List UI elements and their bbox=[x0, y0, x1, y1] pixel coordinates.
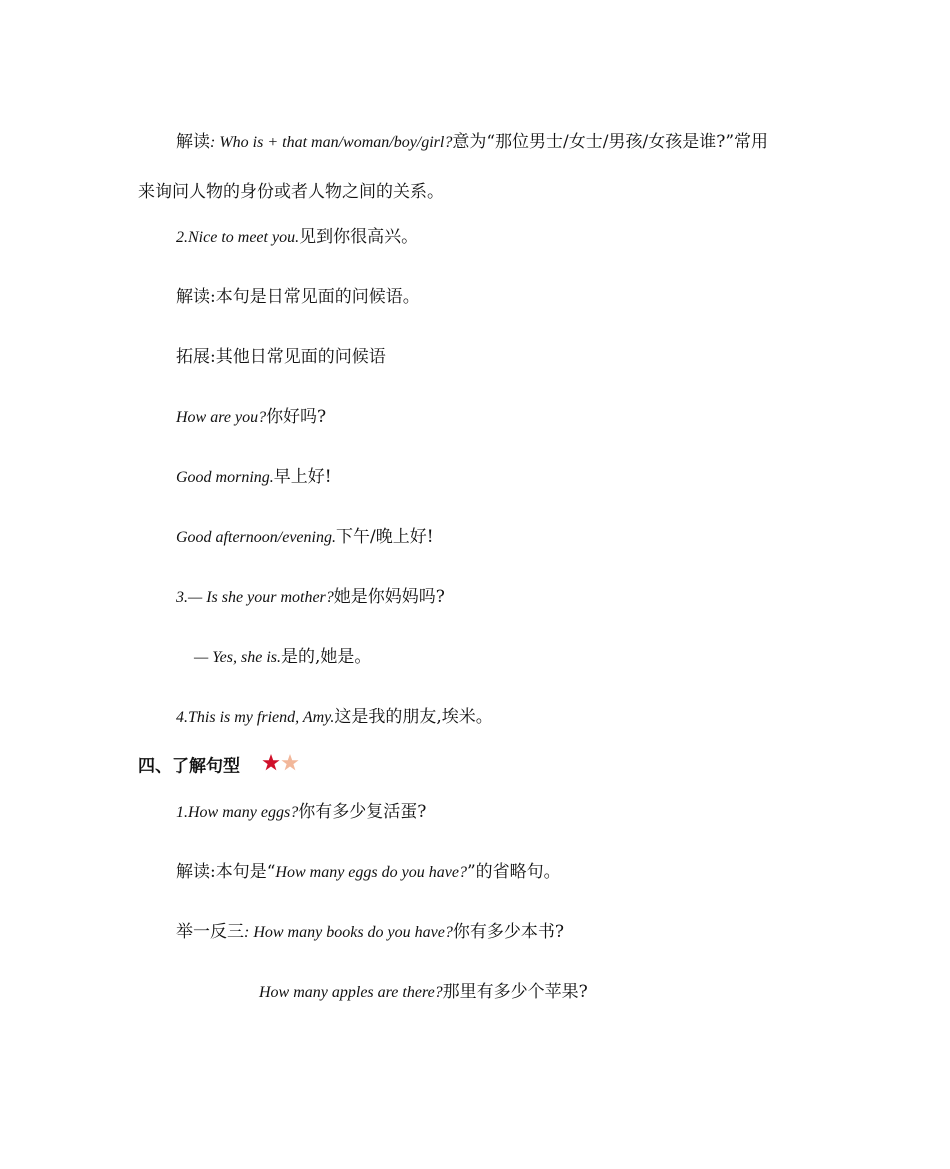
english-text: : How many books do you have? bbox=[244, 924, 453, 941]
pattern-1 bbox=[176, 800, 426, 825]
pattern-1-example-2 bbox=[259, 980, 588, 1005]
english-text: How many eggs do you have? bbox=[275, 864, 467, 881]
english-text: 4.This is my friend, Amy. bbox=[176, 709, 335, 726]
english-text: : Who is + that man/woman/boy/girl? bbox=[210, 134, 453, 151]
english-text: Good morning. bbox=[176, 469, 274, 486]
sentence-3 bbox=[176, 585, 445, 610]
chinese-text: 是的,她是。 bbox=[280, 647, 372, 667]
chinese-text: 她是你妈妈吗? bbox=[333, 587, 445, 607]
greeting-1 bbox=[176, 405, 326, 430]
greeting-3 bbox=[176, 525, 434, 550]
sentence-2-note bbox=[176, 285, 420, 309]
english-text: — Yes, she is. bbox=[194, 649, 281, 666]
chinese-text: 这是我的朋友,埃米。 bbox=[334, 707, 493, 727]
section-title: 四、了解句型 bbox=[138, 756, 240, 777]
para-who-is bbox=[176, 130, 768, 155]
chinese-text: 你有多少复活蛋? bbox=[298, 802, 427, 822]
para-who-is-continued bbox=[138, 180, 444, 204]
difficulty-stars bbox=[262, 753, 302, 780]
sentence-2 bbox=[176, 225, 418, 250]
chinese-text: 解读:本句是日常见面的问候语。 bbox=[176, 287, 420, 307]
pattern-1-example-1 bbox=[176, 920, 564, 945]
star-half-icon bbox=[281, 754, 298, 770]
chinese-text: 下午/晚上好! bbox=[335, 527, 434, 547]
section-heading bbox=[138, 753, 302, 780]
english-text: 2.Nice to meet you. bbox=[176, 229, 300, 246]
chinese-text: 拓展:其他日常见面的问候语 bbox=[176, 347, 386, 367]
chinese-text: 见到你很高兴。 bbox=[299, 227, 419, 247]
chinese-text: 你好吗? bbox=[266, 407, 327, 427]
star-icon bbox=[262, 754, 279, 770]
chinese-text: 来询问人物的身份或者人物之间的关系。 bbox=[138, 182, 444, 202]
sentence-4 bbox=[176, 705, 493, 730]
chinese-text: 解读:本句是“ bbox=[176, 862, 276, 882]
chinese-text: 你有多少本书? bbox=[452, 922, 564, 942]
english-text: How are you? bbox=[176, 409, 267, 426]
chinese-text: ”的省略句。 bbox=[466, 862, 561, 882]
english-text: Good afternoon/evening. bbox=[176, 529, 336, 546]
chinese-text: 那里有多少个苹果? bbox=[442, 982, 588, 1002]
chinese-text: 意为“那位男士/女士/男孩/女孩是谁?”常用 bbox=[452, 132, 769, 152]
greeting-2 bbox=[176, 465, 332, 490]
chinese-text: 早上好! bbox=[273, 467, 332, 487]
example-label: 举一反三 bbox=[176, 922, 244, 942]
sentence-3-answer bbox=[194, 645, 371, 670]
note-label: 解读 bbox=[176, 132, 210, 152]
english-text: How many apples are there? bbox=[259, 984, 443, 1001]
english-text: 3.— Is she your mother? bbox=[176, 589, 334, 606]
pattern-1-note bbox=[176, 860, 561, 885]
sentence-2-extension bbox=[176, 345, 386, 369]
english-text: 1.How many eggs? bbox=[176, 804, 299, 821]
